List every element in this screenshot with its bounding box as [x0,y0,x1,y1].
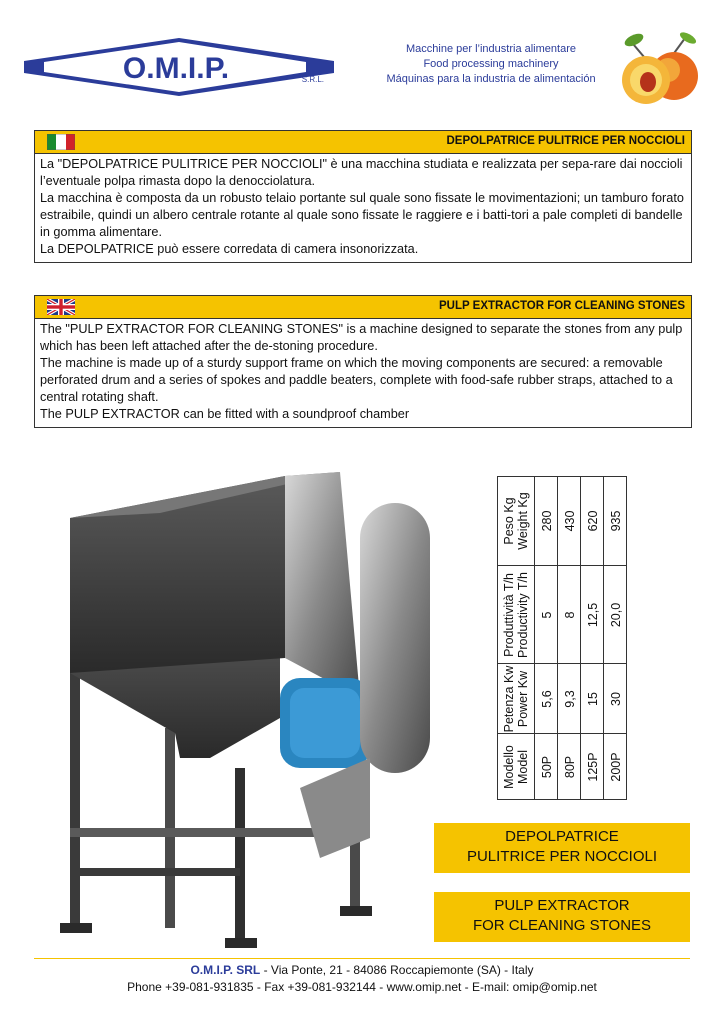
italian-paragraph: La DEPOLPATRICE può essere corredata di camera insonorizzata. [40,242,419,256]
logo-text: O.M.I.P. [122,52,230,85]
product-name-it: DEPOLPATRICE PULITRICE PER NOCCIOLI [434,823,690,873]
spec-header-productivity: Produttività T/h Productivity T/h [498,565,534,664]
english-paragraph: The PULP EXTRACTOR can be fitted with a soundproof chamber [40,407,410,421]
footer-address: O.M.I.P. SRL - Via Ponte, 21 - 84086 Roccapiemonte (SA) - Italy [190,963,534,977]
spec-cell: 9,3 [562,690,577,708]
spec-cell: 935 [608,510,623,531]
italian-panel-header [35,131,691,154]
spec-cell: 8 [562,611,577,619]
peach-illustration [610,30,710,108]
italian-paragraph: La macchina è composta da un robusto telaio portante sul quale sono fissate le movimentazioni; un tamburo forato estraibile, quindi un albero centrale rotante al quale sono fissate le raggiere e i batti-tori a pale completi di bandelle in gomma alimentare. [40,191,684,239]
uk-flag-icon [47,299,75,315]
tagline-es: Máquinas para la industria de alimentación [386,73,596,85]
english-panel [34,295,692,428]
tagline [352,42,630,87]
footer-contacts: Phone +39-081-931835 - Fax +39-081-932144 - www.omip.net - E-mail: omip@omip.net [127,980,597,994]
spec-row-200p [603,477,627,799]
english-title: PULP EXTRACTOR FOR CLEANING STONES [439,300,685,312]
spec-cell: 12,5 [585,602,600,628]
spec-header-model: Modello Model [498,733,534,800]
english-panel-header [35,296,691,319]
spec-row-50p [534,477,558,799]
logo-suffix: S.R.L. [301,75,324,84]
spec-header-weight: Peso Kg Weight Kg [502,491,530,550]
english-paragraph: The machine is made up of a sturdy support frame on which the moving components are secured: a removable perforated drum and a series of spokes and paddle beaters, complete with food-safe rubber straps, attached to a central rotating shaft. [40,356,673,404]
spec-table [497,476,627,800]
footer-company: O.M.I.P. SRL [190,963,261,977]
spec-cell: 620 [585,510,600,531]
spec-cell: 5,6 [539,690,554,708]
footer-divider [34,958,690,959]
spec-cell: 125P [585,752,600,782]
spec-cell: 50P [539,755,554,779]
italy-flag-icon [47,134,75,150]
spec-cell: 30 [608,692,623,706]
tagline-en: Food processing machinery [423,58,559,70]
omip-logo [24,36,334,98]
spec-cell: 280 [539,510,554,531]
spec-cell: 80P [562,755,577,779]
spec-row-80p [557,477,581,799]
spec-row-125p [580,477,604,799]
footer [0,962,724,996]
italian-panel [34,130,692,263]
spec-header-power: Petenza Kw Power Kw [498,663,534,734]
product-name-en: PULP EXTRACTOR FOR CLEANING STONES [434,892,690,942]
english-paragraph: The "PULP EXTRACTOR FOR CLEANING STONES" is a machine designed to separate the stones from any pulp which has been left attached after the de-stoning procedure. [40,322,683,353]
spec-cell: 20,0 [608,602,623,628]
spec-cell: 430 [562,510,577,531]
spec-header-column [498,477,534,799]
machine-photo [40,458,440,953]
tagline-it: Macchine per l’industria alimentare [406,43,576,55]
italian-paragraph: La "DEPOLPATRICE PULITRICE PER NOCCIOLI" è una macchina studiata e realizzata per sepa-rare dai noccioli l’eventuale polpa rimasta dopo la denocciolatura. [40,157,683,188]
spec-cell: 5 [539,611,554,619]
spec-cell: 15 [585,692,600,706]
spec-cell: 200P [608,752,623,782]
italian-title: DEPOLPATRICE PULITRICE PER NOCCIOLI [446,135,685,147]
english-description [35,319,691,427]
italian-description [35,154,691,262]
